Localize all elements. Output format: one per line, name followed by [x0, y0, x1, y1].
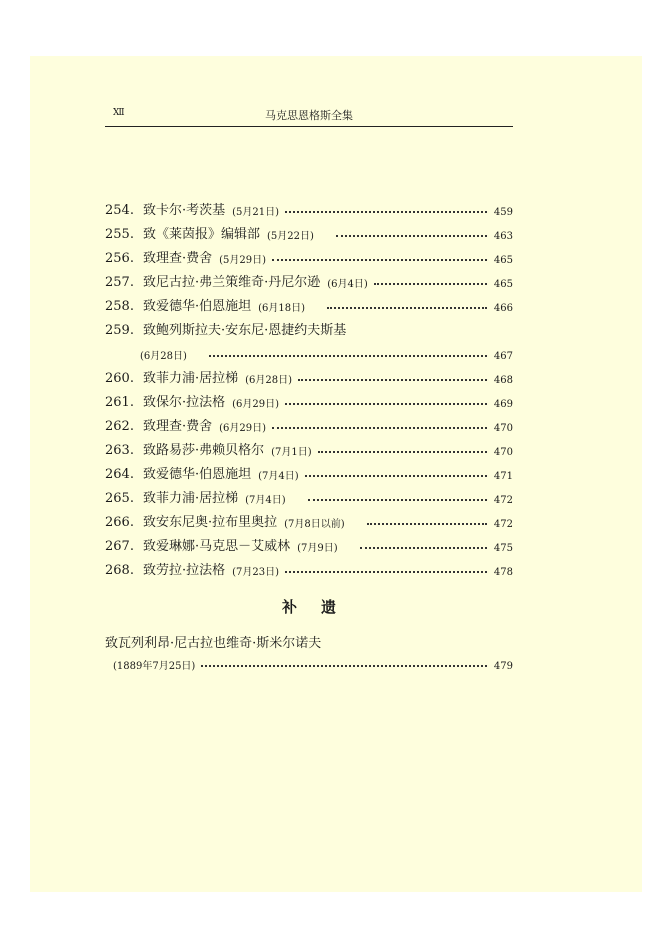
entry-date: (5月29日): [219, 255, 267, 266]
entry-title: 致菲力浦·居拉梯: [143, 491, 239, 506]
entry-date: (6月28日): [140, 351, 187, 362]
dot-leader: [367, 522, 487, 525]
toc-entry: [105, 462, 513, 482]
entry-number: 267.: [105, 539, 134, 554]
dot-leader: [327, 306, 487, 309]
dot-leader: [298, 378, 487, 381]
dot-leader: [209, 354, 487, 357]
entry-title: 致《莱茵报》编辑部: [143, 227, 261, 242]
entry-title: 致菲力浦·居拉梯: [143, 371, 239, 386]
supplement-entry-continuation: [105, 652, 513, 672]
entry-title: 致爱德华·伯恩施坦: [143, 467, 252, 482]
toc-entry: [105, 534, 513, 554]
entry-title: 致保尔·拉法格: [143, 395, 226, 410]
toc-entry: [105, 294, 513, 314]
entry-title: 致爱琳娜·马克思－艾威林: [143, 539, 291, 554]
entry-date: (7月23日): [232, 567, 280, 578]
dot-leader: [272, 426, 487, 429]
entry-date: (7月9日): [297, 543, 338, 554]
toc-entry: [105, 510, 513, 530]
dot-leader: [285, 402, 487, 405]
entry-number: 254.: [105, 203, 134, 218]
entry-page: 479: [493, 661, 513, 672]
toc-entry: [105, 390, 513, 410]
dot-leader: [374, 282, 487, 285]
toc-entry: [105, 366, 513, 386]
entry-page: 469: [493, 399, 513, 410]
entry-title: 致鲍列斯拉夫·安东尼·恩捷约夫斯基: [143, 323, 347, 338]
entry-number: 256.: [105, 251, 134, 266]
toc-entry: [105, 318, 513, 338]
entry-page: 465: [493, 255, 513, 266]
entry-title: 致劳拉·拉法格: [143, 563, 226, 578]
entry-number: 258.: [105, 299, 134, 314]
toc-entry-continuation: [105, 342, 513, 362]
entry-date: (7月4日): [245, 495, 286, 506]
entry-page: 466: [493, 303, 513, 314]
dot-leader: [360, 546, 487, 549]
supplement-heading: 补遗: [281, 598, 360, 616]
running-header: [105, 104, 513, 127]
entry-number: 257.: [105, 275, 134, 290]
entry-date: (5月21日): [232, 207, 280, 218]
entry-page: 470: [493, 447, 513, 458]
entry-date: (6月29日): [219, 423, 267, 434]
dot-leader: [308, 498, 487, 501]
entry-date: (1889年7月25日): [113, 661, 196, 672]
dot-leader: [318, 450, 487, 453]
entry-title: 致尼古拉·弗兰策维奇·丹尼尔逊: [143, 275, 321, 290]
entry-date: (7月1日): [271, 447, 312, 458]
entry-page: 459: [493, 207, 513, 218]
entry-date: (6月28日): [245, 375, 293, 386]
entry-date: (6月29日): [232, 399, 280, 410]
entry-number: 262.: [105, 419, 134, 434]
entry-page: 472: [493, 519, 513, 530]
entry-number: 260.: [105, 371, 134, 386]
toc-entry: [105, 198, 513, 218]
toc-entry: [105, 438, 513, 458]
entry-number: 263.: [105, 443, 134, 458]
entry-title: 致安东尼奥·拉布里奥拉: [143, 515, 278, 530]
entry-number: 259.: [105, 323, 134, 338]
toc-entry: [105, 558, 513, 578]
entry-title: 致爱德华·伯恩施坦: [143, 299, 252, 314]
toc-entry: [105, 414, 513, 434]
entry-page: 472: [493, 495, 513, 506]
dot-leader: [336, 234, 487, 237]
entry-title: 致理查·费舍: [143, 251, 213, 266]
entry-date: (7月8日以前): [284, 519, 345, 530]
entry-title: 致路易莎·弗赖贝格尔: [143, 443, 265, 458]
entry-date: (5月22日): [267, 231, 314, 242]
entry-number: 266.: [105, 515, 134, 530]
entry-number: 255.: [105, 227, 134, 242]
header-page-number: XII: [113, 108, 124, 118]
dot-leader: [272, 258, 487, 261]
entry-title: 致卡尔·考茨基: [143, 203, 226, 218]
entry-page: 478: [493, 567, 513, 578]
entry-date: (6月18日): [258, 303, 306, 314]
entry-page: 470: [493, 423, 513, 434]
entry-date: (7月4日): [258, 471, 299, 482]
toc-entry: [105, 246, 513, 266]
dot-leader: [305, 474, 487, 477]
entry-number: 265.: [105, 491, 134, 506]
dot-leader: [201, 664, 487, 667]
toc-entry: [105, 270, 513, 290]
entry-page: 463: [493, 231, 513, 242]
entry-page: 475: [493, 543, 513, 554]
toc-entry: [105, 486, 513, 506]
supplement-entry-title: 致瓦列利昂·尼古拉也维奇·斯米尔诺夫: [105, 636, 322, 651]
entry-title: 致理查·费舍: [143, 419, 213, 434]
entry-page: 465: [493, 279, 513, 290]
entry-number: 264.: [105, 467, 134, 482]
toc-entry: [105, 222, 513, 242]
header-book-title: 马克思恩格斯全集: [265, 109, 353, 122]
dot-leader: [285, 570, 487, 573]
entry-number: 268.: [105, 563, 134, 578]
entry-page: 471: [493, 471, 513, 482]
entry-page: 468: [493, 375, 513, 386]
dot-leader: [285, 210, 487, 213]
entry-number: 261.: [105, 395, 134, 410]
entry-page: 467: [493, 351, 513, 362]
entry-date: (6月4日): [327, 279, 368, 290]
